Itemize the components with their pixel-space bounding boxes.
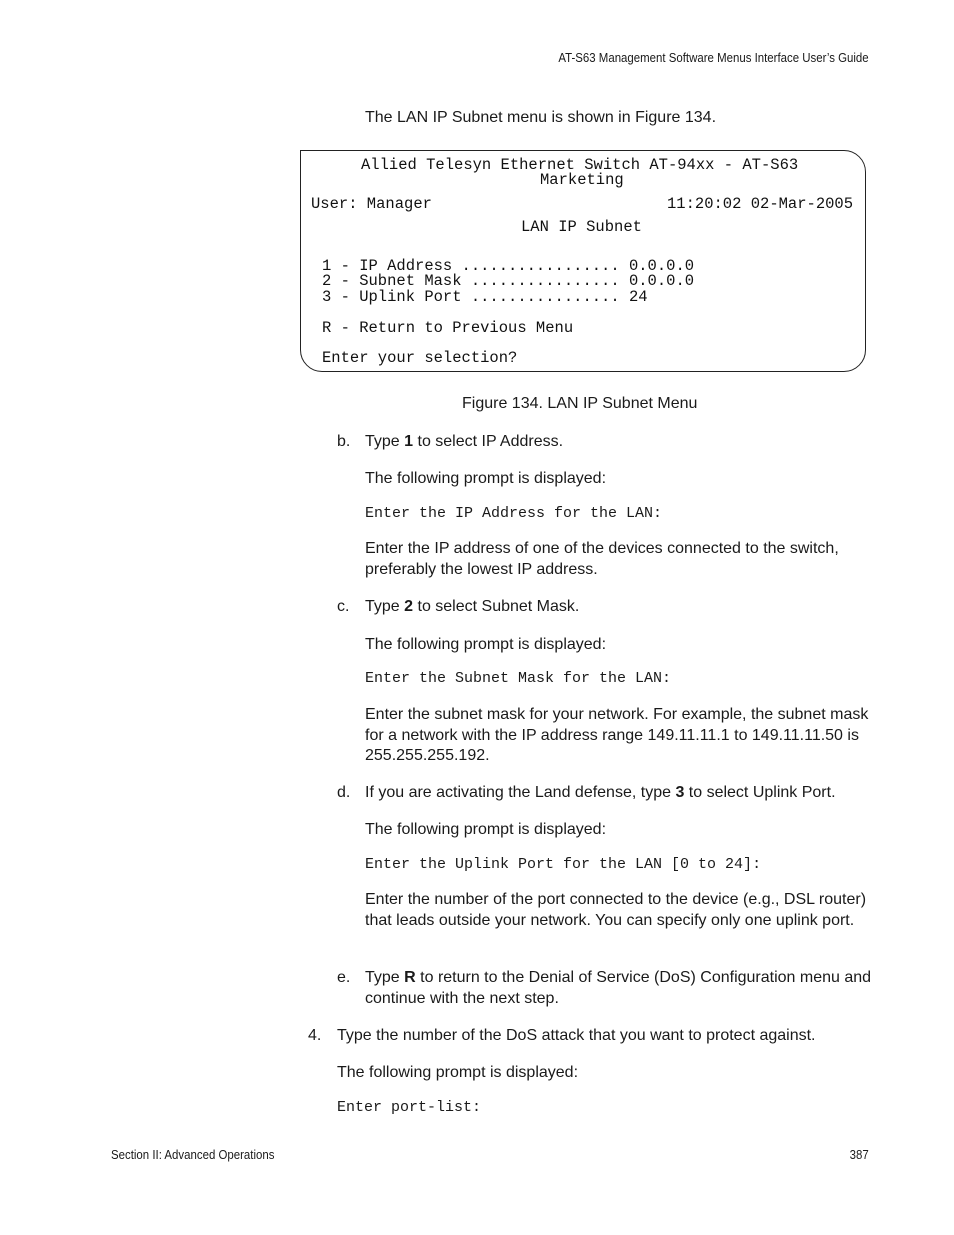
screen-title-line1: Allied Telesyn Ethernet Switch AT-94xx - AT-S63 [361, 156, 799, 174]
code-prompt: Enter port-list: [337, 1099, 482, 1116]
screen-datetime: 11:20:02 02-Mar-2005 [667, 195, 854, 213]
prompt-note: The following prompt is displayed: [337, 1064, 579, 1081]
step-e-instruction: Type R to return to the Denial of Service (DoS) Configuration menu and continue with the next step. [365, 969, 872, 1007]
step-b-instruction: Type 1 to select IP Address. [365, 433, 564, 450]
step-marker: c. [337, 598, 350, 615]
step-marker: 4. [308, 1027, 322, 1044]
page-number: 387 [849, 1147, 869, 1162]
step-d-description: Enter the number of the port connected to the device (e.g., DSL router) that leads outside your network. You can specify only one uplink port. [365, 891, 867, 929]
footer-section: Section II: Advanced Operations [111, 1147, 275, 1162]
running-header: AT-S63 Management Software Menus Interface User’s Guide [558, 50, 869, 65]
screen-user: User: Manager [311, 195, 432, 213]
step-4-instruction: Type the number of the DoS attack that you want to protect against. [337, 1027, 816, 1044]
screen-menu-item: 3 - Uplink Port ................ 24 [322, 288, 648, 306]
step-c-description: Enter the subnet mask for your network. For example, the subnet mask for a network with the IP address range 149.11.11.1 to 149.11.11.50 is 255.255.255.192. [365, 706, 869, 764]
figure-caption: Figure 134. LAN IP Subnet Menu [462, 395, 698, 412]
screen-menu-item: 1 - IP Address ................. 0.0.0.0 [322, 257, 695, 275]
screen-prompt: Enter your selection? [322, 349, 518, 367]
prompt-note: The following prompt is displayed: [365, 470, 607, 487]
screen-menu-item: 2 - Subnet Mask ................ 0.0.0.0 [322, 272, 695, 290]
screen-return-item: R - Return to Previous Menu [322, 319, 574, 337]
intro-text: The LAN IP Subnet menu is shown in Figure 134. [365, 109, 717, 126]
step-b-description: Enter the IP address of one of the devices connected to the switch, preferably the lowest IP address. [365, 540, 839, 578]
step-marker: d. [337, 784, 351, 801]
screen-title-line2: Marketing [540, 171, 624, 189]
prompt-note: The following prompt is displayed: [365, 636, 607, 653]
step-d-instruction: If you are activating the Land defense, type 3 to select Uplink Port. [365, 784, 836, 801]
screen-menu-title: LAN IP Subnet [521, 218, 642, 236]
step-marker: e. [337, 969, 351, 986]
step-c-instruction: Type 2 to select Subnet Mask. [365, 598, 580, 615]
terminal-screen-figure [300, 150, 866, 372]
code-prompt: Enter the Uplink Port for the LAN [0 to 24]: [365, 856, 762, 873]
step-marker: b. [337, 433, 351, 450]
code-prompt: Enter the IP Address for the LAN: [365, 505, 663, 522]
prompt-note: The following prompt is displayed: [365, 821, 607, 838]
code-prompt: Enter the Subnet Mask for the LAN: [365, 670, 672, 687]
